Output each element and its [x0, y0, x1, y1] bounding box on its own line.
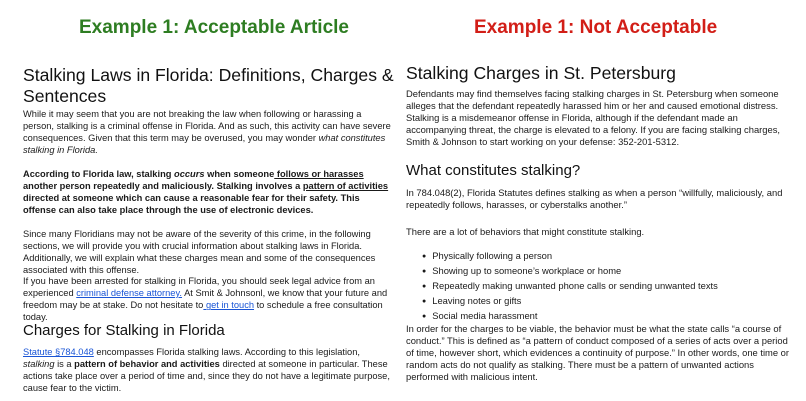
- follows-or-harasses-underlined: follows or harasses: [274, 169, 364, 179]
- intro-paragraph: [23, 108, 393, 156]
- intro-text: While it may seem that you are not breaking the law when following or harassing a person, stalking is a criminal offense in Florida. And as such, this activity can have severe consequences. Given that this term may be overused, you may wonder: [23, 109, 391, 144]
- article-title-line2: Sentences: [23, 86, 107, 106]
- get-in-touch-link[interactable]: get in touch: [203, 300, 255, 311]
- list-item: ● Social media harassment: [422, 309, 798, 324]
- behaviors-list: [422, 249, 798, 324]
- statute-text-a: encompasses Florida stalking laws. According to this legislation,: [93, 347, 360, 357]
- definition-text-c: when someone: [204, 169, 275, 179]
- course-of-conduct-paragraph: In order for the charges to be viable, the behavior must be what the state calls “a course of conduct.” This is defined as “a pattern of conduct composed of a series of acts over a period of time, however short, which evidences a continuity of purpose.” In other words, one time or random acts do not qualify as stalking. There must be a pattern of unwanted actions performed with malicious intent.: [406, 323, 790, 383]
- statute-emphasis: stalking: [23, 359, 55, 370]
- pattern-of-activities-underlined: pattern of activities: [302, 181, 389, 192]
- article-title-not-acceptable: Stalking Charges in St. Petersburg: [406, 63, 676, 83]
- definition-text-g: directed at someone which can cause a reasonable fear for their safety. This offense can also take place through the use of electronic devices.: [23, 193, 360, 216]
- severity-paragraph: Since many Floridians may not be aware of the severity of this crime, in the following sections, we will provide you with crucial information about stalking laws in Florida. Additionally, we will explain what these charges mean and some of the consequences associated with this offense.: [23, 229, 376, 276]
- list-item: ● Leaving notes or gifts: [422, 294, 798, 309]
- list-item: ● Physically following a person: [422, 249, 798, 264]
- legal-advice-paragraph: [23, 275, 393, 323]
- legal-advice-text-b: At Smit & Johnsonl, we know that your future and freedom may be at stake. Do not hesitate to: [23, 288, 388, 311]
- definition-text-e: another person repeatedly and maliciously. Stalking involves a: [23, 181, 303, 192]
- definition-paragraph: [23, 168, 393, 216]
- legal-advice-text-a: If you have been arrested for stalking in Florida, you should seek legal advice from an experienced: [23, 276, 375, 299]
- statute-text-c: is a: [54, 359, 75, 370]
- statute-bold: pattern of behavior and activities: [74, 359, 220, 370]
- criminal-defense-attorney-link[interactable]: criminal defense attorney.: [76, 288, 183, 299]
- legal-advice-text-c: to schedule a free consultation today.: [23, 300, 383, 323]
- not-acceptable-heading: Example 1: Not Acceptable: [474, 17, 718, 38]
- statute-paragraph: [23, 346, 393, 394]
- statute-definition-paragraph: In 784.048(2), Florida Statutes defines stalking as when a person “willfully, maliciously, and repeatedly follows, harasses, or cyberstalks another.”: [406, 187, 783, 211]
- list-item: ● Showing up to someone’s workplace or home: [422, 264, 798, 279]
- charges-subheading: Charges for Stalking in Florida: [23, 322, 225, 339]
- acceptable-heading: Example 1: Acceptable Article: [79, 17, 349, 38]
- article-title-line1: Stalking Laws in Florida: Definitions, Charges &: [23, 65, 394, 85]
- definition-emphasis: occurs: [174, 169, 205, 179]
- what-constitutes-subheading: What constitutes stalking?: [406, 162, 581, 179]
- intro-emphasis: what constitutes stalking in Florida.: [23, 133, 386, 156]
- defendants-paragraph: Defendants may find themselves facing stalking charges in St. Petersburg when someone alleges that the defendant repeatedly harassed him or her and caused emotional distress. Stalking is a misdemeanor offense in Florida, although if the defendant made an accompanying threat, the charge is elevated to a felony. If you are facing stalking charges, Smith & Johnson to start working on your defense: 352-201-5312.: [406, 88, 781, 148]
- behaviors-intro-paragraph: There are a lot of behaviors that might constitute stalking.: [406, 226, 645, 237]
- definition-text-a: According to Florida law, stalking: [23, 169, 175, 179]
- statute-link[interactable]: Statute §784.048: [23, 347, 94, 357]
- list-item: ● Repeatedly making unwanted phone calls or sending unwanted texts: [422, 279, 798, 294]
- statute-text-e: directed at someone in particular. These actions take place over a period of time and, since they do not have a legitimate purpose, cause fear to the victim.: [23, 359, 390, 394]
- article-title: [23, 65, 395, 107]
